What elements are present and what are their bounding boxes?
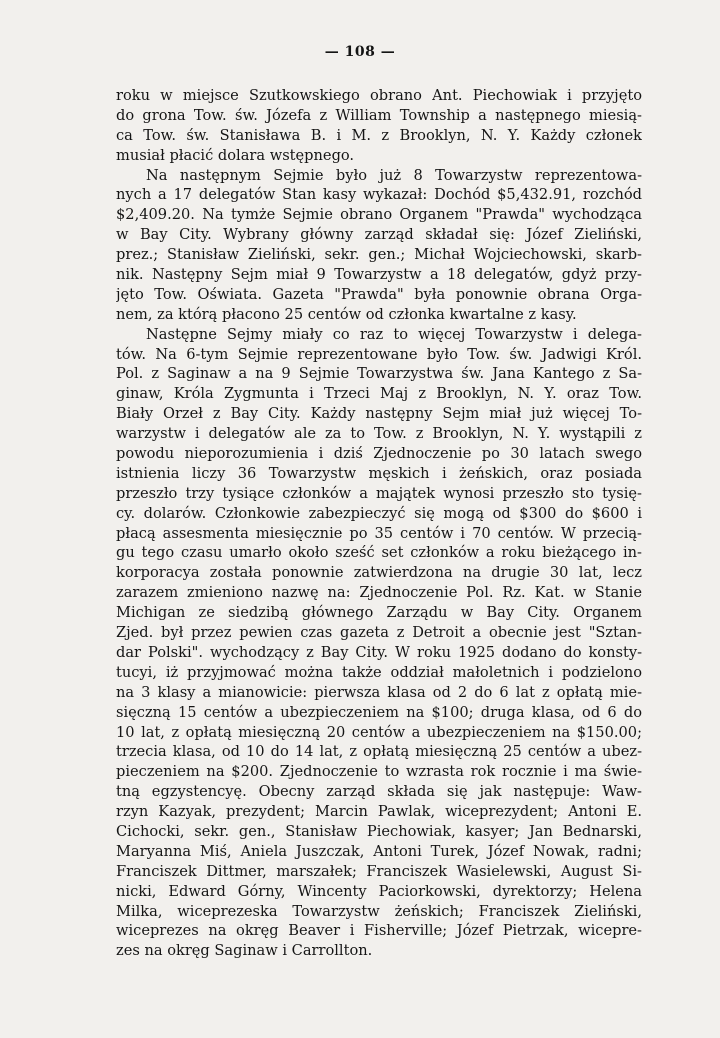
text-line: prez.; Stanisław Zieliński, sekr. gen.; Michał Wojciechowski, skarb- bbox=[116, 246, 642, 264]
text-line: istnienia liczy 36 Towarzystw męskich i żeńskich, oraz posiada bbox=[116, 464, 642, 482]
text-line: nych a 17 delegatów Stan kasy wykazał: Dochód $5,432.91, rozchód bbox=[116, 186, 642, 204]
text-line: płacą assesmenta miesięcznie po 35 centów i 70 centów. W przecią- bbox=[116, 524, 642, 542]
text-line: nem, za którą płacono 25 centów od członka kwartalne z kasy. bbox=[116, 305, 577, 323]
text-line: 10 lat, z opłatą miesięczną 20 centów a ubezpieczeniem na $150.00; bbox=[116, 723, 642, 741]
text-line: korporacya została ponownie zatwierdzona na drugie 30 lat, lecz bbox=[116, 564, 642, 582]
text-line: nik. Następny Sejm miał 9 Towarzystw a 18 delegatów, gdyż przy- bbox=[116, 266, 642, 284]
text-line: tów. Na 6-tym Sejmie reprezentowane było Tow. św. Jadwigi Król. bbox=[116, 345, 642, 363]
text-line: Następne Sejmy miały co raz to więcej Towarzystw i delega- bbox=[146, 325, 642, 343]
text-line: warzystw i delegatów ale za to Tow. z Brooklyn, N. Y. wystąpili z bbox=[116, 425, 642, 443]
text-line: tną egzystencyę. Obecny zarząd składa się jak następuje: Waw- bbox=[116, 783, 642, 801]
text-line: Biały Orzeł z Bay City. Każdy następny Sejm miał już więcej To- bbox=[116, 405, 642, 423]
text-line: Na następnym Sejmie było już 8 Towarzystw reprezentowa- bbox=[146, 166, 642, 184]
text-line: nicki, Edward Górny, Wincenty Paciorkowski, dyrektorzy; Helena bbox=[116, 882, 642, 900]
text-line: do grona Tow. św. Józefa z William Township a następnego miesią- bbox=[116, 106, 642, 124]
body-text bbox=[116, 86, 642, 961]
text-line: ca Tow. św. Stanisława B. i M. z Brooklyn, N. Y. Każdy członek bbox=[116, 126, 642, 144]
text-line: zes na okręg Saginaw i Carrollton. bbox=[116, 942, 373, 960]
text-line: Maryanna Miś, Aniela Juszczak, Antoni Turek, Józef Nowak, radni; bbox=[116, 842, 642, 860]
text-line: zarazem zmieniono nazwę na: Zjednoczenie Pol. Rz. Kat. w Stanie bbox=[116, 584, 642, 602]
text-line: Zjed. był przez pewien czas gazeta z Detroit a obecnie jest "Sztan- bbox=[116, 624, 642, 642]
text-line: tucyi, iż przyjmować można także oddział małoletnich i podzielono bbox=[116, 663, 642, 681]
text-line: ginaw, Króla Zygmunta i Trzeci Maj z Brooklyn, N. Y. oraz Tow. bbox=[116, 385, 642, 403]
text-line: na 3 klasy a mianowicie: pierwsza klasa od 2 do 6 lat z opłatą mie- bbox=[116, 683, 642, 701]
text-line: Pol. z Saginaw a na 9 Sejmie Towarzystwa św. Jana Kantego z Sa- bbox=[116, 365, 642, 383]
text-line: Michigan ze siedzibą głównego Zarządu w Bay City. Organem bbox=[116, 604, 642, 622]
page-number: — 108 — bbox=[324, 44, 396, 60]
text-line: trzecia klasa, od 10 do 14 lat, z opłatą miesięczną 25 centów a ubez- bbox=[116, 743, 642, 761]
text-line: rzyn Kazyak, prezydent; Marcin Pawlak, wiceprezydent; Antoni E. bbox=[116, 803, 642, 821]
text-line: dar Polski". wychodzący z Bay City. W roku 1925 dodano do konsty- bbox=[116, 643, 642, 661]
text-line: musiał płacić dolara wstępnego. bbox=[116, 146, 355, 164]
text-line: roku w miejsce Szutkowskiego obrano Ant. Piechowiak i przyjęto bbox=[116, 87, 642, 104]
text-line: sięczną 15 centów a ubezpieczeniem na $100; druga klasa, od 6 do bbox=[116, 703, 642, 721]
text-line: przeszło trzy tysiące członków a majątek wynosi przeszło sto tysię- bbox=[116, 484, 642, 502]
text-line: $2,409.20. Na tymże Sejmie obrano Organem "Prawda" wychodząca bbox=[116, 206, 642, 224]
text-line: gu tego czasu umarło około sześć set członków a roku bieżącego in- bbox=[116, 544, 642, 562]
text-line: Franciszek Dittmer, marszałek; Franciszek Wasielewski, August Si- bbox=[116, 862, 642, 880]
text-line: pieczeniem na $200. Zjednoczenie to wzrasta rok rocznie i ma świe- bbox=[116, 763, 642, 781]
text-line: Cichocki, sekr. gen., Stanisław Piechowiak, kasyer; Jan Bednarski, bbox=[116, 822, 642, 840]
text-line: cy. dolarów. Członkowie zabezpieczyć się mogą od $300 do $600 i bbox=[116, 504, 642, 522]
text-line: jęto Tow. Oświata. Gazeta "Prawda" była ponownie obrana Orga- bbox=[116, 285, 642, 303]
text-line: w Bay City. Wybrany główny zarząd składał się: Józef Zieliński, bbox=[116, 226, 642, 244]
text-line: Milka, wiceprezeska Towarzystw żeńskich; Franciszek Zieliński, bbox=[116, 902, 642, 920]
text-line: wiceprezes na okręg Beaver i Fisherville; Józef Pietrzak, wicepre- bbox=[116, 922, 642, 940]
text-line: powodu nieporozumienia i dziś Zjednoczenie po 30 latach swego bbox=[116, 445, 642, 463]
